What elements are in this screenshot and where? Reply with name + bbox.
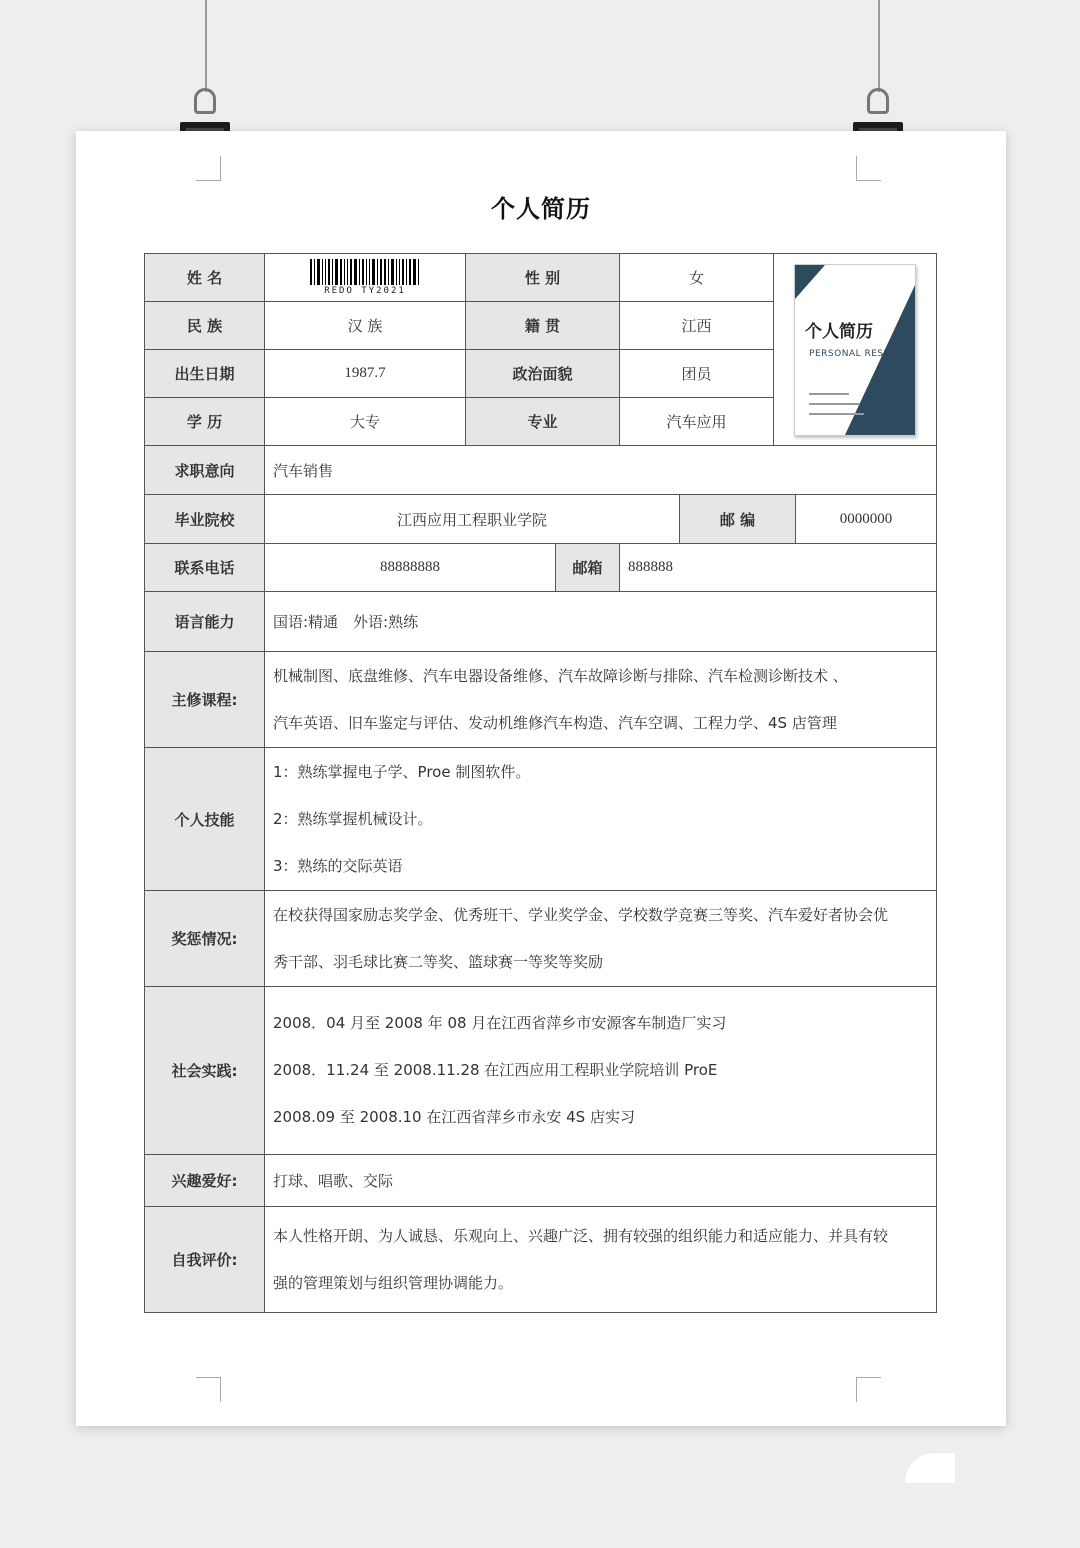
self-eval-line: 本人性格开朗、为人诚恳、乐观向上、兴趣广泛、拥有较强的组织能力和适应能力、并具有较 — [273, 1226, 889, 1245]
barcode-bar — [314, 259, 315, 285]
job-intent-value: 汽车销售 — [265, 446, 937, 495]
practice-value — [265, 987, 937, 1155]
awards-value — [265, 891, 937, 987]
awards-line: 在校获得国家励志奖学金、优秀班干、学业奖学金、学校数学竞赛三等奖、汽车爱好者协会优 — [273, 905, 889, 924]
courses-label: 主修课程: — [145, 652, 265, 748]
major-value: 汽车应用 — [620, 398, 774, 446]
hanging-wire-left — [205, 0, 207, 92]
practice-item: 2008.09 至 2008.10 在江西省萍乡市永安 4S 店实习 — [273, 1108, 635, 1126]
resume-cover-image — [794, 264, 916, 436]
hobbies-value: 打球、唱歌、交际 — [265, 1155, 937, 1207]
courses-value — [265, 652, 937, 748]
cover-title: 个人简历 — [805, 321, 874, 342]
courses-line: 机械制图、底盘维修、汽车电器设备维修、汽车故障诊断与排除、汽车检测诊断技术 、 — [273, 666, 848, 685]
practice-item: 2008．11.24 至 2008.11.28 在江西应用工程职业学院培训 ProE — [273, 1061, 718, 1079]
barcode-bar — [347, 259, 348, 285]
barcode-bar — [359, 259, 360, 285]
gender-label: 性 别 — [466, 254, 620, 302]
skill-item: 2：熟练掌握机械设计。 — [273, 809, 433, 828]
barcode-bar — [332, 259, 333, 285]
courses-line: 汽车英语、旧车鉴定与评估、发动机维修汽车构造、汽车空调、工程力学、4S 店管理 — [273, 713, 837, 732]
barcode-bar — [325, 259, 326, 285]
barcode-bar — [362, 259, 364, 285]
self-eval-line: 强的管理策划与组织管理协调能力。 — [273, 1273, 514, 1292]
awards-line: 秀干部、羽毛球比赛二等奖、篮球赛一等奖等奖励 — [273, 952, 604, 971]
page-title: 个人简历 — [491, 195, 591, 223]
crop-mark — [196, 1377, 221, 1402]
hanging-wire-right — [878, 0, 880, 92]
education-label: 学 历 — [145, 398, 265, 446]
barcode-bar — [354, 259, 357, 285]
political-value: 团员 — [620, 350, 774, 398]
barcode-bar — [396, 259, 397, 285]
barcode-bar — [406, 259, 407, 285]
name-value — [265, 254, 466, 302]
barcode-bar — [317, 259, 320, 285]
native-place-value: 江西 — [620, 302, 774, 350]
political-label: 政治面貌 — [466, 350, 620, 398]
page-curl-decoration — [905, 1453, 955, 1483]
name-label: 姓 名 — [145, 254, 265, 302]
barcode-bar — [377, 259, 378, 285]
crop-mark — [856, 156, 881, 181]
cover-subtitle: PERSONAL RESUME — [809, 348, 906, 359]
barcode-bar — [413, 259, 416, 285]
ethnicity-value: 汉 族 — [265, 302, 466, 350]
gender-value: 女 — [620, 254, 774, 302]
hobbies-label: 兴趣爱好: — [145, 1155, 265, 1207]
barcode-bar — [380, 259, 382, 285]
barcode-bar — [340, 259, 342, 285]
photo-cell — [774, 254, 937, 446]
barcode-bar — [388, 259, 389, 285]
awards-label: 奖惩情况: — [145, 891, 265, 987]
barcode-bar — [372, 259, 375, 285]
skills-label: 个人技能 — [145, 748, 265, 891]
birth-label: 出生日期 — [145, 350, 265, 398]
name-barcode — [310, 259, 421, 296]
self-eval-value — [265, 1207, 937, 1313]
barcode-bar — [328, 259, 330, 285]
barcode-bar — [399, 259, 400, 285]
language-label: 语言能力 — [145, 592, 265, 652]
birth-value: 1987.7 — [265, 350, 466, 398]
skill-item: 3：熟练的交际英语 — [273, 856, 403, 875]
barcode-bar — [402, 259, 404, 285]
barcode-text: REDO TY2021 — [324, 285, 406, 296]
barcode-bar — [391, 259, 394, 285]
skill-item: 1：熟练掌握电子学、Proe 制图软件。 — [273, 762, 531, 781]
native-place-label: 籍 贯 — [466, 302, 620, 350]
practice-item: 2008．04 月至 2008 年 08 月在江西省萍乡市安源客车制造厂实习 — [273, 1014, 727, 1032]
barcode-bar — [366, 259, 367, 285]
practice-label: 社会实践: — [145, 987, 265, 1155]
language-value: 国语:精通 外语:熟练 — [265, 592, 937, 652]
barcode-bar — [310, 259, 312, 285]
email-label: 邮箱 — [556, 544, 620, 592]
school-label: 毕业院校 — [145, 495, 265, 544]
barcode-bar — [369, 259, 370, 285]
school-value: 江西应用工程职业学院 — [265, 495, 680, 544]
crop-mark — [856, 1377, 881, 1402]
barcode-bar — [409, 259, 411, 285]
barcode-bar — [344, 259, 345, 285]
self-eval-label: 自我评价: — [145, 1207, 265, 1313]
ethnicity-label: 民 族 — [145, 302, 265, 350]
phone-value: 88888888 — [265, 544, 556, 592]
crop-mark — [196, 156, 221, 181]
postcode-label: 邮 编 — [680, 495, 796, 544]
education-value: 大专 — [265, 398, 466, 446]
barcode-bar — [418, 259, 419, 285]
resume-paper — [76, 131, 1006, 1426]
skills-value — [265, 748, 937, 891]
barcode-bar — [322, 259, 323, 285]
job-intent-label: 求职意向 — [145, 446, 265, 495]
phone-label: 联系电话 — [145, 544, 265, 592]
resume-table — [144, 253, 937, 1313]
barcode-bar — [384, 259, 386, 285]
postcode-value: 0000000 — [796, 495, 937, 544]
email-value: 888888 — [620, 544, 937, 592]
barcode-bar — [335, 259, 338, 285]
major-label: 专业 — [466, 398, 620, 446]
barcode-bar — [350, 259, 352, 285]
